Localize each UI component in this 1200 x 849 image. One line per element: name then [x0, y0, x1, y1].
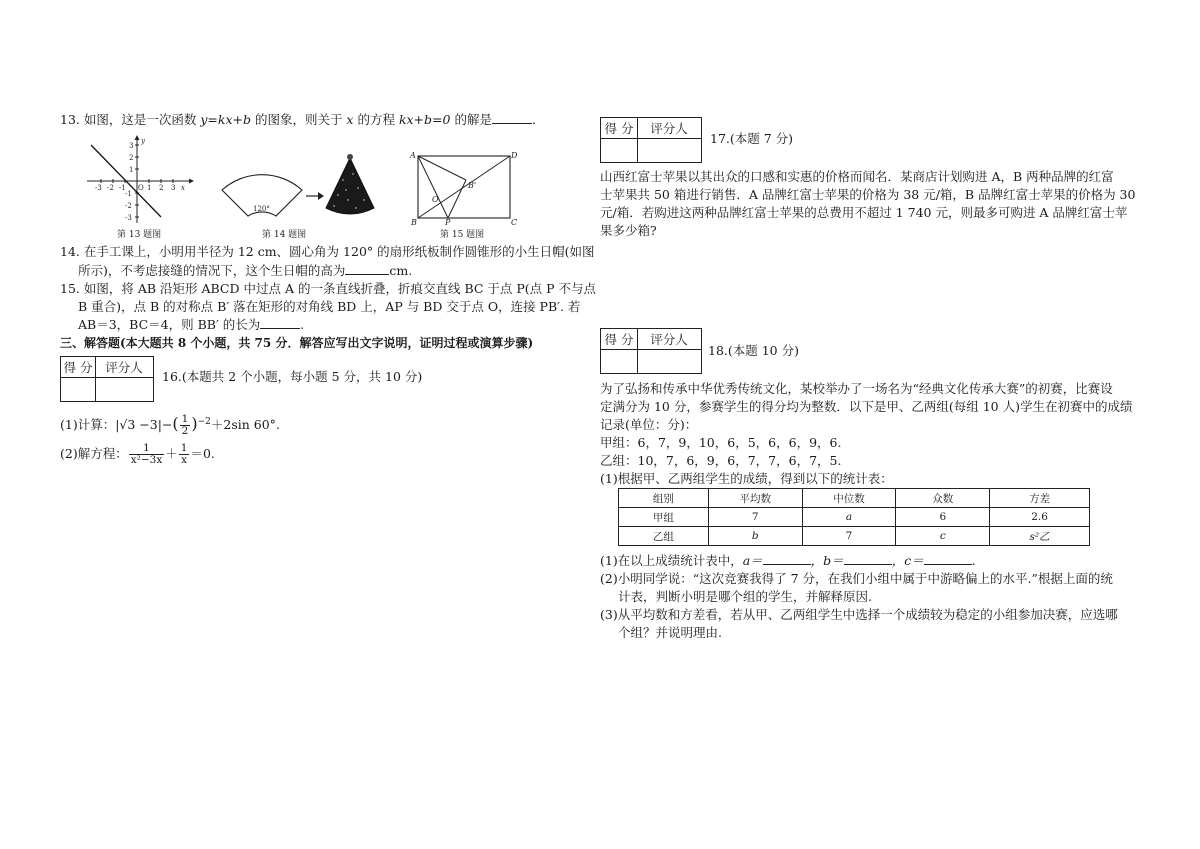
question-13-text: 13. 如图，这是一次函数 y=kx+b 的图象，则关于 x 的方程 kx+b=0 的解是 . [60, 112, 536, 127]
score-box-18 [600, 328, 702, 374]
answer-blank[interactable] [345, 262, 389, 275]
question-16-part2: (2)解方程： $\frac{1}{\text{x²−3x}}$ ＋ $\frac{1}{x}$ ＝0. [60, 442, 215, 466]
sector-angle-label: 120° [253, 205, 270, 213]
score-entry-cell[interactable] [61, 377, 95, 401]
score-entry-cell[interactable] [601, 138, 637, 162]
question-18-sub2-line1: (2)小明同学说：“这次竞赛我得了 7 分，在我们小组中属于中游略偏上的水平.”根据上面的统 [600, 571, 1113, 586]
question-18-line: 为了弘扬和传承中华优秀传统文化，某校举办了一场名为“经典文化传承大赛”的初赛，比赛设 [600, 381, 1113, 396]
grader-label: 评分人 [650, 121, 688, 136]
question-15-line1: 15. 如图，将 AB 沿矩形 ABCD 中过点 A 的一条直线折叠，折痕交直线 BC 于点 P(点 P 不与点 [60, 281, 597, 296]
question-18-sub3-line1: (3)从平均数和方差看，若从甲、乙两组学生中选择一个成绩较为稳定的小组参加决赛，应选哪 [600, 607, 1118, 622]
x-axis-label: x [181, 184, 185, 192]
grader-entry-cell[interactable] [637, 138, 701, 162]
question-18-sub3-line2: 个组？并说明理由. [618, 625, 722, 640]
table-row [619, 508, 1090, 527]
question-18-sub1-intro: (1)根据甲、乙两组学生的成绩，得到以下的统计表： [600, 471, 893, 486]
answer-blank-b[interactable] [844, 552, 892, 565]
table-header-cell: 中位数 [802, 489, 896, 508]
y-axis-label: y [141, 137, 145, 145]
table-cell: a [802, 508, 896, 527]
question-17-header: 17.(本题 7 分) [710, 131, 794, 146]
table-cell: 甲组 [619, 508, 709, 527]
point-label: C [511, 218, 518, 226]
question-18-header: 18.(本题 10 分) [708, 343, 799, 358]
question-18-line: 定满分为 10 分，参赛学生的得分均为整数．以下是甲、乙两组(每组 10 人)学生在初赛中的成绩 [600, 399, 1133, 414]
table-cell: 2.6 [990, 508, 1090, 527]
question-18-sub2-line2: 计表，判断小明是哪个组的学生，并解释原因. [618, 589, 872, 604]
table-cell: b [708, 527, 802, 546]
group-jia-scores: 甲组：6，7，9，10，6，5，6，6，9，6. [600, 435, 842, 450]
x-tick-label: 3 [171, 184, 176, 192]
answer-blank-c[interactable] [924, 552, 972, 565]
figure-15-caption: 第 15 题图 [440, 230, 485, 240]
table-cell: c [896, 527, 990, 546]
question-17-line: 山西红富士苹果以其出众的口感和实惠的价格而闻名．某商店计划购进 A，B 两种品牌的红富 [600, 169, 1114, 184]
point-label: A [410, 151, 416, 160]
figure-15-rectangle [408, 150, 520, 226]
question-15-line2: B 重合)，点 B 的对称点 B′ 落在矩形的对角线 BD 上，AP 与 BD 交于点 O，连接 PB′. 若 [78, 299, 581, 314]
x-tick-label: -3 [95, 184, 102, 192]
question-16-part1: (1)计算：|√3 −3|−( $\frac{1}{2}$ )$^{-2}$＋2sin 60°. [60, 413, 280, 438]
answer-blank[interactable] [260, 316, 300, 329]
question-17-line: 士苹果共 50 箱进行销售．A 品牌红富士苹果的价格为 38 元/箱，B 品牌红富士苹果的价格为 30 [600, 187, 1136, 202]
table-header-cell: 组别 [619, 489, 709, 508]
y-tick-label: -3 [125, 214, 132, 222]
table-cell: 6 [896, 508, 990, 527]
grader-label: 评分人 [650, 332, 688, 347]
score-box-16 [60, 356, 154, 402]
y-tick-label: 1 [129, 166, 134, 174]
grader-label: 评分人 [105, 360, 143, 375]
origin-label: O [138, 184, 144, 192]
score-entry-cell[interactable] [601, 349, 637, 373]
x-tick-label: -1 [119, 184, 126, 192]
section-3-header: 三、解答题(本大题共 8 个小题，共 75 分．解答应写出文字说明，证明过程或演算步骤) [60, 336, 534, 350]
table-cell: 7 [708, 508, 802, 527]
point-label: B [411, 218, 417, 226]
question-16-header: 16.(本题共 2 个小题，每小题 5 分，共 10 分) [162, 369, 423, 384]
question-17-line: 果多少箱? [600, 223, 657, 238]
question-14-line2: 所示)，不考虑接缝的情况下，这个生日帽的高为 cm. [78, 263, 413, 278]
y-tick-label: -2 [125, 202, 132, 210]
cone-shape [326, 158, 374, 214]
question-15-line3: AB＝3，BC＝4，则 BB′ 的长为 . [78, 317, 305, 332]
x-tick-label: -2 [107, 184, 114, 192]
x-tick-label: 2 [159, 184, 164, 192]
table-cell: s²乙 [990, 527, 1090, 546]
figure-13-graph [85, 135, 195, 225]
table-header-cell: 众数 [896, 489, 990, 508]
figure-14-sector-cone [218, 150, 378, 225]
score-box-17 [600, 117, 702, 163]
y-tick-label: 2 [129, 154, 134, 162]
table-header-cell: 平均数 [708, 489, 802, 508]
figure-14-caption: 第 14 题图 [262, 230, 307, 240]
x-tick-label: 1 [147, 184, 152, 192]
answer-blank[interactable] [492, 111, 532, 124]
figure-13-caption: 第 13 题图 [117, 230, 162, 240]
table-row [619, 527, 1090, 546]
point-label: O [432, 195, 439, 204]
grader-entry-cell[interactable] [95, 377, 153, 401]
score-label: 得 分 [63, 360, 93, 375]
answer-blank-a[interactable] [763, 552, 811, 565]
y-tick-label: -1 [125, 190, 132, 198]
table-header-cell: 方差 [990, 489, 1090, 508]
group-yi-scores: 乙组：10，7，6，9，6，7，7，6，7，5. [600, 453, 842, 468]
question-17-line: 元/箱．若购进这两种品牌红富士苹果的总费用不超过 1 740 元，则最多可购进 A 品牌红富士苹 [600, 205, 1128, 220]
table-cell: 7 [802, 527, 896, 546]
statistics-table [618, 488, 1090, 546]
question-18-sub1: (1)在以上成绩统计表中，a＝ ，b＝ ，c＝ . [600, 553, 976, 568]
point-label: P [445, 218, 451, 226]
score-label: 得 分 [604, 332, 634, 347]
score-label: 得 分 [604, 121, 634, 136]
question-18-line: 记录(单位：分)： [600, 417, 698, 432]
y-tick-label: 3 [129, 142, 134, 150]
table-header-row [619, 489, 1090, 508]
point-label: D [511, 151, 518, 160]
grader-entry-cell[interactable] [637, 349, 701, 373]
table-cell: 乙组 [619, 527, 709, 546]
point-label: B' [468, 181, 477, 190]
question-14-line1: 14. 在手工课上，小明用半径为 12 cm、圆心角为 120° 的扇形纸板制作圆锥形的小生日帽(如图 [60, 244, 595, 259]
